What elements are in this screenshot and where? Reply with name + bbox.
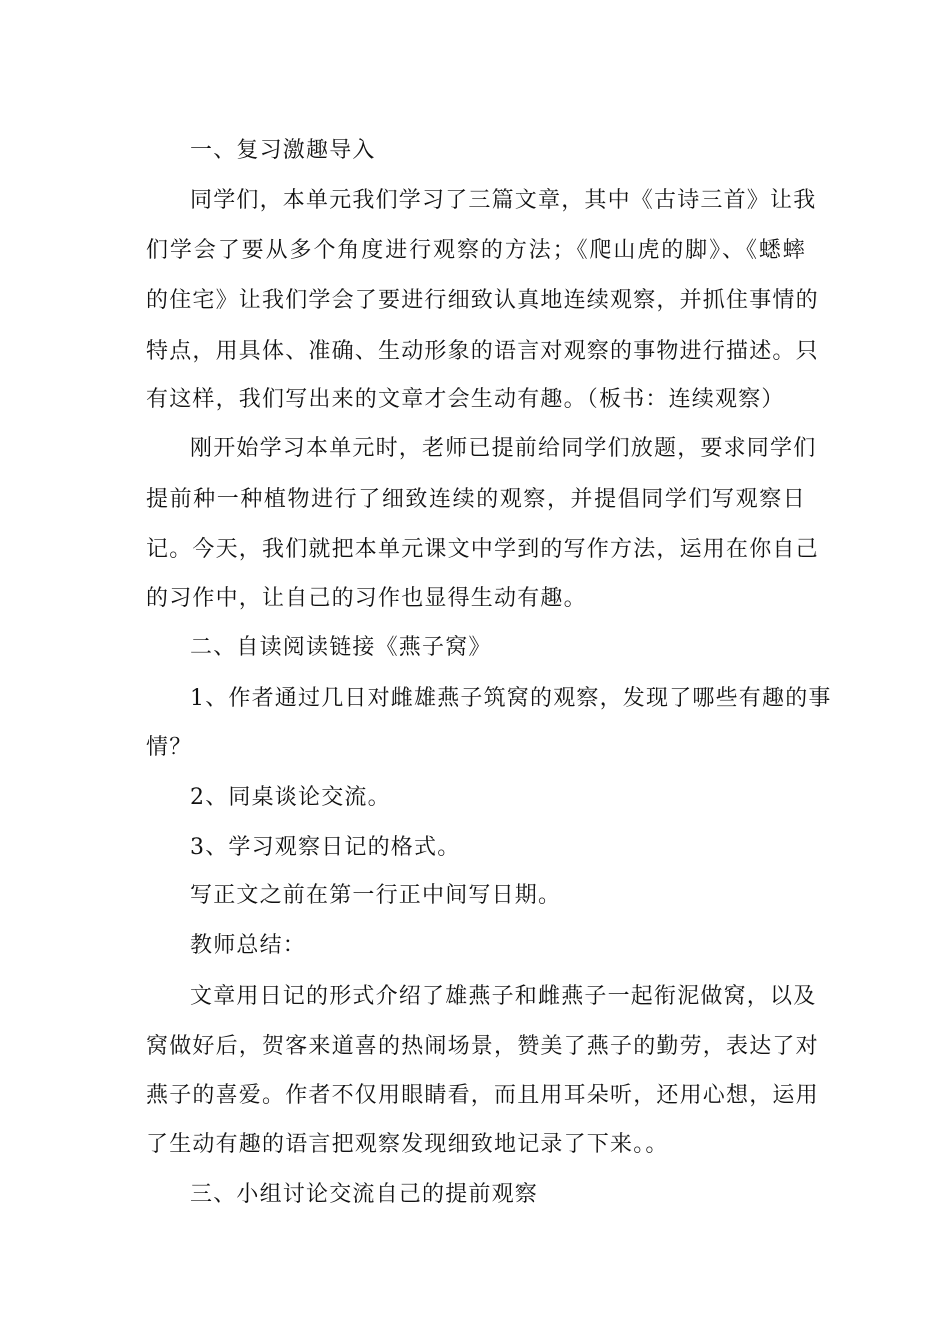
paragraph-line: 教师总结： (190, 933, 307, 958)
paragraph-line: 写正文之前在第一行正中间写日期。 (190, 883, 562, 908)
section-heading-3: 三、小组讨论交流自己的提前观察 (190, 1182, 539, 1207)
paragraph-line: 提前种一种植物进行了细致连续的观察，并提倡同学们写观察日 (146, 487, 806, 512)
list-item: 3、学习观察日记的格式。 (190, 835, 461, 860)
paragraph-line: 窝做好后，贺客来道喜的热闹场景，赞美了燕子的勤劳，表达了对 (146, 1034, 819, 1059)
section-heading-1: 一、复习激趣导入 (190, 138, 376, 163)
paragraph-line: 刚开始学习本单元时，老师已提前给同学们放题，要求同学们 (190, 436, 817, 461)
paragraph-line: 们学会了要从多个角度进行观察的方法；《爬山虎的脚》、《蟋蟀 (146, 238, 806, 263)
paragraph-line: 了生动有趣的语言把观察发现细致地记录了下来。。 (146, 1132, 669, 1157)
paragraph-line: 的习作中，让自己的习作也显得生动有趣。 (146, 586, 587, 611)
paragraph-line: 记。今天，我们就把本单元课文中学到的写作方法，运用在你自己 (146, 537, 819, 562)
section-heading-2: 二、自读阅读链接《燕子窝》 (190, 635, 492, 660)
paragraph-line: 同学们，本单元我们学习了三篇文章，其中《古诗三首》让我 (190, 188, 817, 213)
paragraph-line: 的住宅》让我们学会了要进行细致认真地连续观察，并抓住事情的 (146, 288, 819, 313)
list-item-continuation: 情？ (146, 735, 193, 760)
list-item: 2、同桌谈论交流。 (190, 785, 391, 810)
paragraph-line: 燕子的喜爱。作者不仅用眼睛看，而且用耳朵听，还用心想，运用 (146, 1083, 819, 1108)
list-item: 1、作者通过几日对雌雄燕子筑窝的观察，发现了哪些有趣的事 (190, 686, 832, 711)
paragraph-line: 文章用日记的形式介绍了雄燕子和雌燕子一起衔泥做窝，以及 (190, 984, 817, 1009)
paragraph-line: 有这样，我们写出来的文章才会生动有趣。（板书：连续观察） (146, 387, 785, 412)
paragraph-line: 特点，用具体、准确、生动形象的语言对观察的事物进行描述。只 (146, 339, 819, 364)
